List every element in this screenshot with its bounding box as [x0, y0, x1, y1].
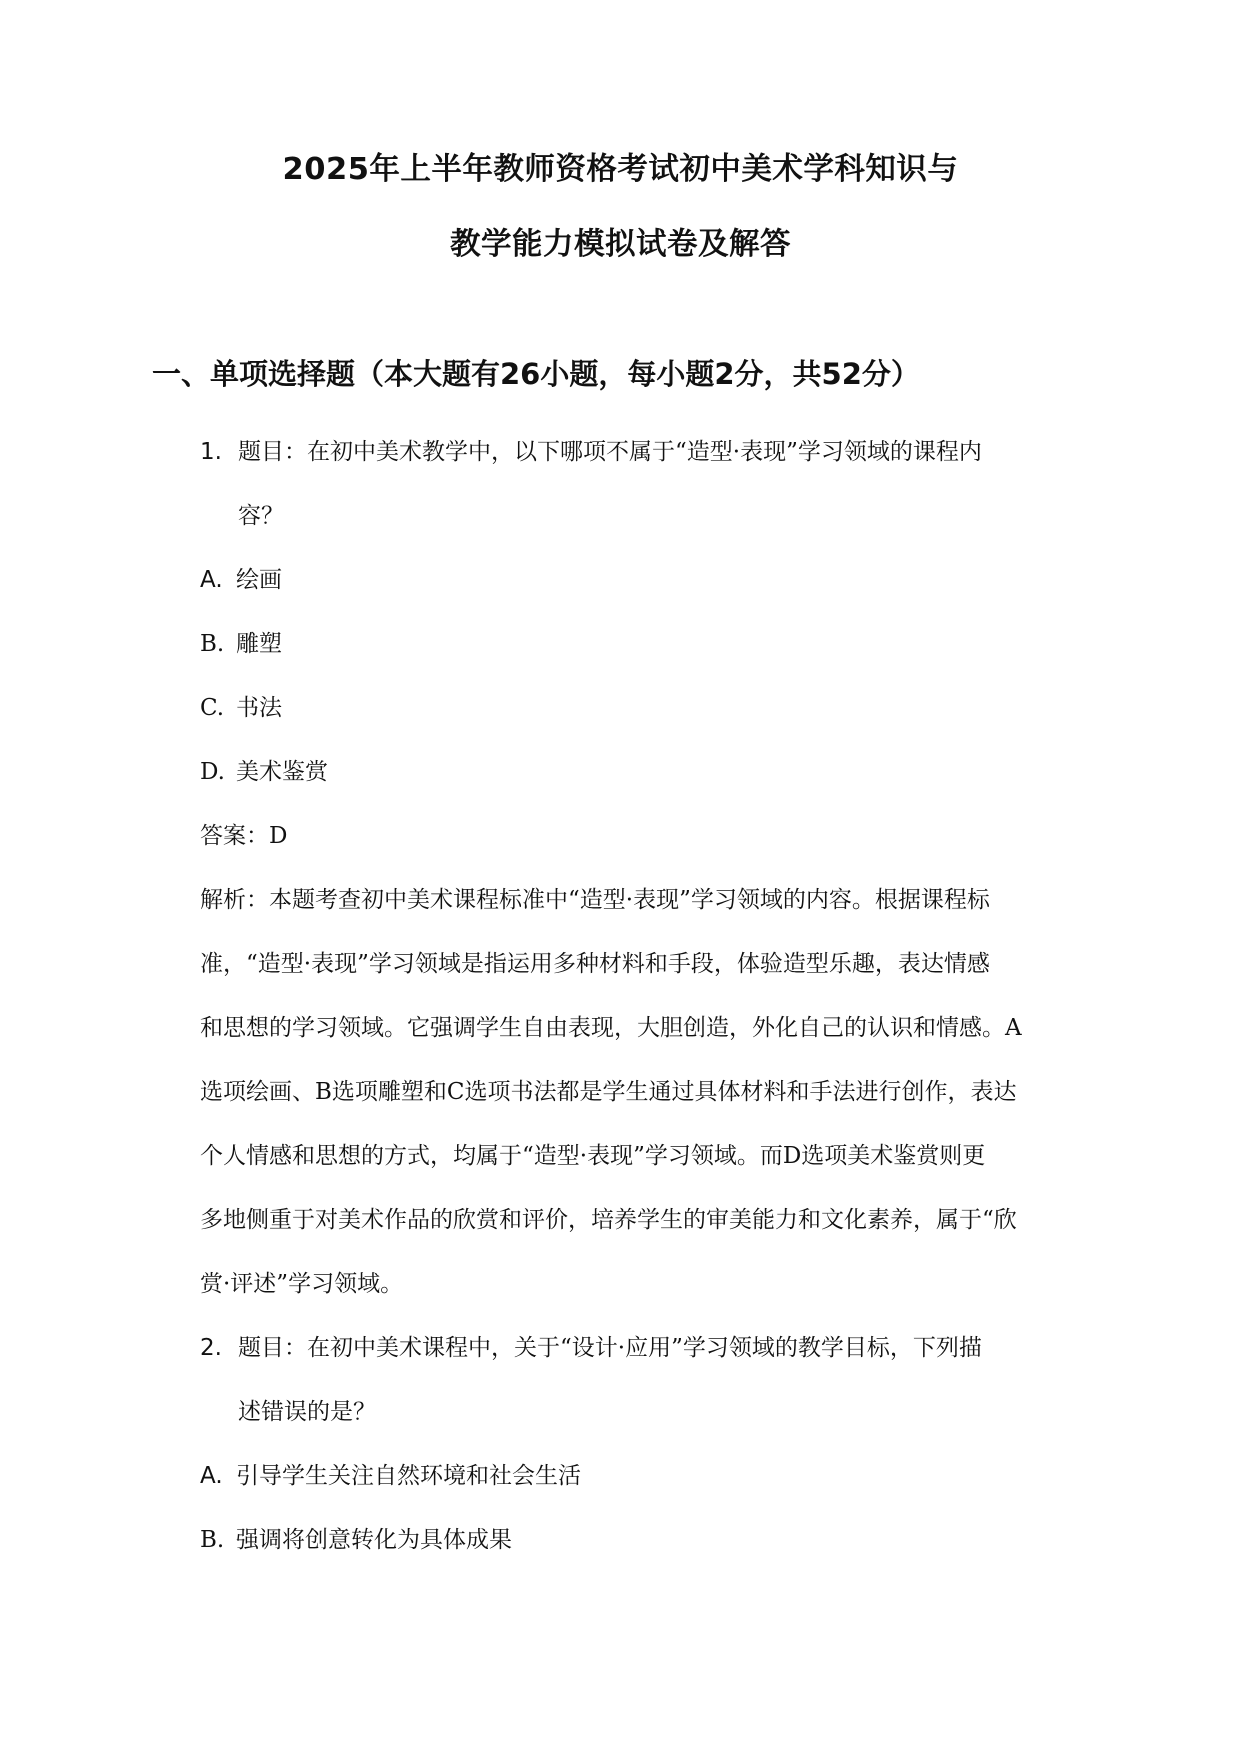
question-number: 1. — [200, 439, 222, 465]
question-stem-line — [200, 437, 982, 467]
option-b — [200, 1525, 512, 1555]
option-letter: A. — [200, 1463, 223, 1489]
analysis-line: 解析：本题考查初中美术课程标准中“造型·表现”学习领域的内容。根据课程标 — [200, 887, 990, 913]
analysis-line: 个人情感和思想的方式，均属于“造型·表现”学习领域。而D选项美术鉴赏则更 — [200, 1143, 986, 1169]
option-text: 强调将创意转化为具体成果 — [236, 1527, 512, 1553]
option-text: 书法 — [236, 695, 282, 721]
option-letter: C. — [200, 695, 225, 721]
option-text: 引导学生关注自然环境和社会生活 — [236, 1463, 581, 1489]
question-stem-continuation: 述错误的是？ — [238, 1399, 376, 1425]
option-text: 美术鉴赏 — [236, 759, 328, 785]
option-letter: B. — [200, 1527, 225, 1553]
question-number: 2. — [200, 1335, 222, 1361]
analysis-line: 多地侧重于对美术作品的欣赏和评价，培养学生的审美能力和文化素养，属于“欣 — [200, 1207, 1017, 1233]
question-stem-line — [200, 1333, 982, 1363]
option-a — [200, 1461, 581, 1491]
option-d — [200, 757, 328, 787]
answer-line: 答案：D — [200, 823, 288, 849]
document-title-line-2: 教学能力模拟试卷及解答 — [450, 227, 791, 262]
analysis-line: 和思想的学习领域。它强调学生自由表现，大胆创造，外化自己的认识和情感。A — [200, 1015, 1022, 1041]
question-stem-text: 题目：在初中美术教学中，以下哪项不属于“造型·表现”学习领域的课程内 — [238, 439, 982, 465]
option-letter: A. — [200, 567, 223, 593]
option-b — [200, 629, 282, 659]
section-heading: 一、单项选择题（本大题有26小题，每小题2分，共52分） — [152, 357, 920, 391]
option-a — [200, 565, 282, 595]
analysis-line: 准，“造型·表现”学习领域是指运用多种材料和手段，体验造型乐趣，表达情感 — [200, 951, 990, 977]
analysis-line: 选项绘画、B选项雕塑和C选项书法都是学生通过具体材料和手法进行创作，表达 — [200, 1079, 1017, 1105]
option-c — [200, 693, 282, 723]
option-letter: D. — [200, 759, 225, 785]
document-title-line-1: 2025年上半年教师资格考试初中美术学科知识与 — [282, 152, 959, 187]
question-stem-continuation: 容？ — [238, 503, 284, 529]
analysis-line: 赏·评述”学习领域。 — [200, 1271, 404, 1297]
option-text: 雕塑 — [236, 631, 282, 657]
question-stem-text: 题目：在初中美术课程中，关于“设计·应用”学习领域的教学目标，下列描 — [238, 1335, 982, 1361]
option-letter: B. — [200, 631, 225, 657]
option-text: 绘画 — [236, 567, 282, 593]
